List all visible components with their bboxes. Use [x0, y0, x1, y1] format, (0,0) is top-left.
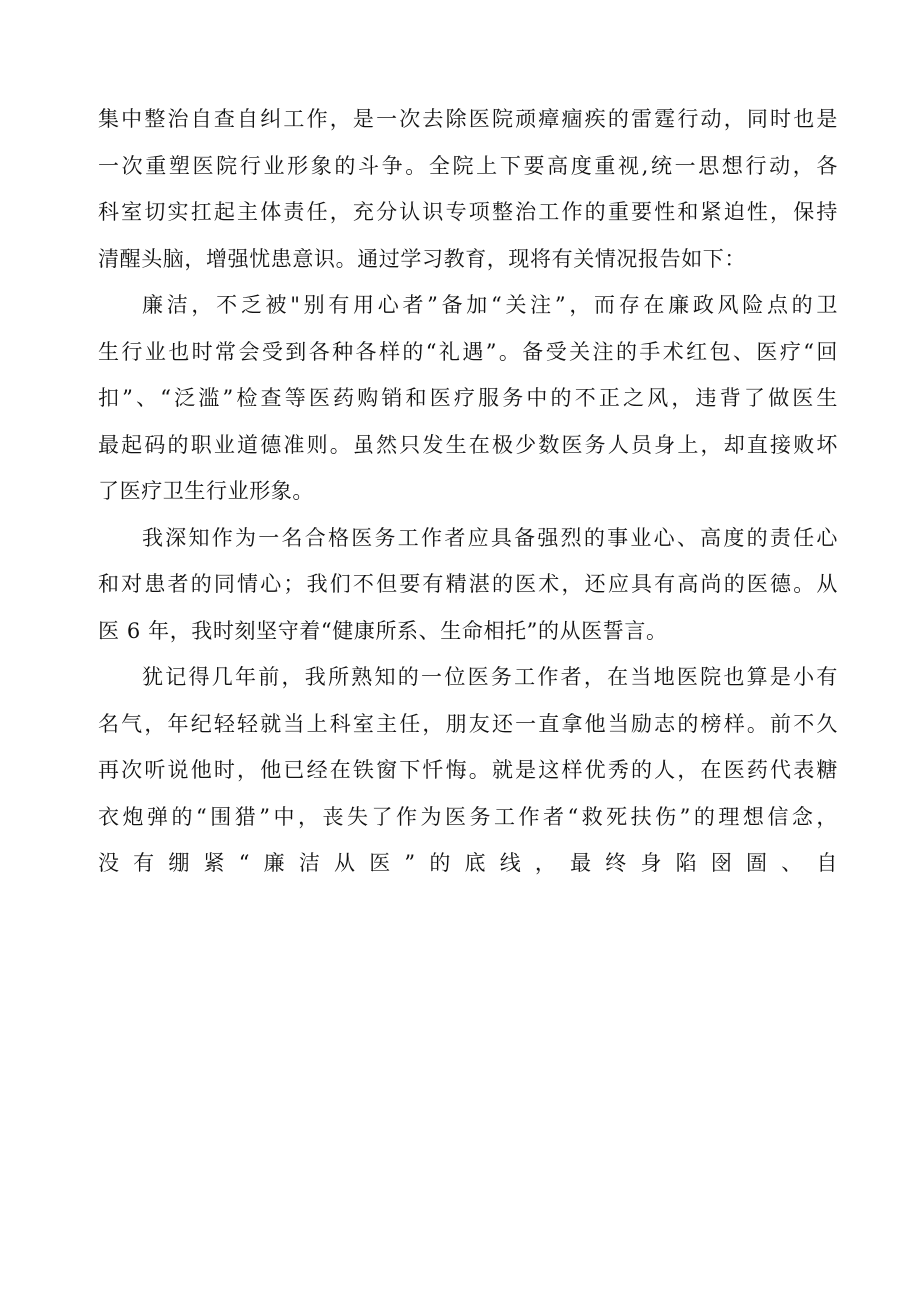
- paragraph-3-line-1: 我深知作为一名合格医务工作者应具备强烈的事业心、高度的责任心: [142, 525, 838, 550]
- paragraph-1-line-2: 一次重塑医院行业形象的斗争。全院上下要高度重视,统一思想行动，各: [98, 153, 838, 178]
- paragraph-2-line-4: 最起码的职业道德准则。虽然只发生在极少数医务人员身上，却直接败坏: [98, 432, 838, 457]
- paragraph-1-line-1: 集中整治自查自纠工作，是一次去除医院顽瘴痼疾的雷霆行动，同时也是: [98, 107, 838, 131]
- paragraph-3-line-3: 医 6 年，我时刻坚守着“健康所系、生命相托”的从医誓言。: [98, 618, 668, 643]
- paragraph-4-line-3: 再次听说他时，他已经在铁窗下忏悔。就是这样优秀的人，在医药代表糖: [98, 758, 838, 782]
- paragraph-1-line-3: 科室切实扛起主体责任，充分认识专项整治工作的重要性和紧迫性，保持: [98, 200, 838, 224]
- paragraph-1-line-4: 清醒头脑，增强忧患意识。通过学习教育，现将有关情况报告如下：: [98, 246, 746, 271]
- document-body: [98, 96, 838, 887]
- paragraph-4-line-1: 犹记得几年前，我所熟知的一位医务工作者，在当地医院也算是小有: [142, 665, 838, 689]
- paragraph-4-line-2: 名气，年纪轻轻就当上科室主任，朋友还一直拿他当励志的榜样。前不久: [98, 711, 838, 736]
- paragraph-2-line-1: 廉洁，不乏被"别有用心者”备加“关注”，而存在廉政风险点的卫: [142, 293, 838, 317]
- paragraph-2-line-2: 生行业也时常会受到各种各样的“礼遇”。备受关注的手术红包、医疗“回: [98, 339, 838, 364]
- paragraph-2-line-3: 扣”、“泛滥”检查等医药购销和医疗服务中的不正之风，违背了做医生: [98, 386, 838, 410]
- paragraph-3-line-2: 和对患者的同情心；我们不但要有精湛的医术，还应具有高尚的医德。从: [98, 572, 838, 596]
- paragraph-4-line-4: 衣炮弹的“围猎”中，丧失了作为医务工作者“救死扶伤”的理想信念，: [98, 804, 838, 829]
- paragraph-4-line-5: 没有绷紧“廉洁从医”的底线，最终身陷囹圄、自: [98, 851, 838, 875]
- paragraph-2-line-5: 了医疗卫生行业形象。: [98, 479, 314, 503]
